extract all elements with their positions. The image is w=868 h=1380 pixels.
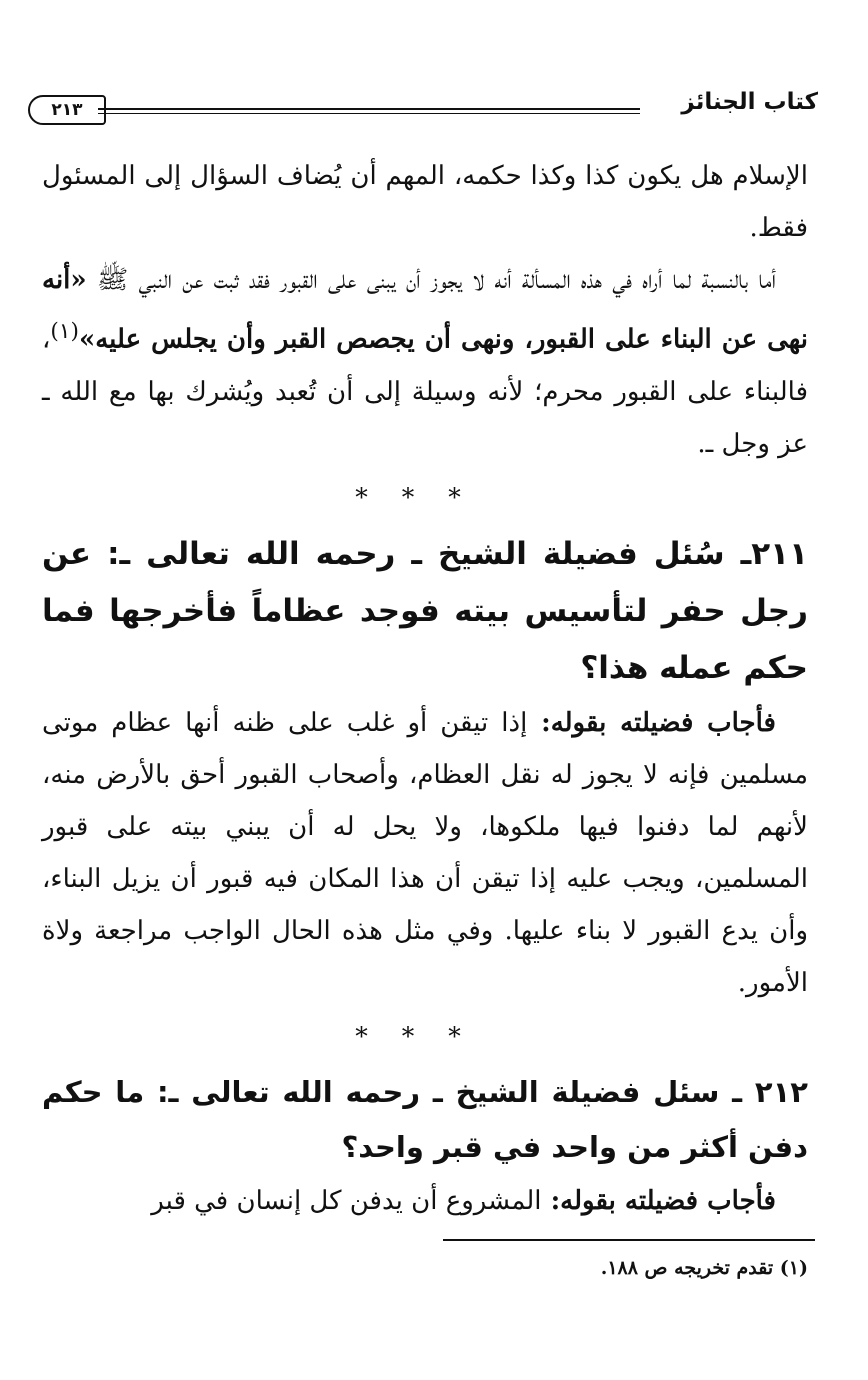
footnote-rule [443, 1239, 815, 1241]
paragraph-opinion [42, 254, 808, 470]
page-body [42, 150, 808, 1227]
opinion-text-end: ، فالبناء على القبور محرم؛ لأنه وسيلة إلى أن تُعبد ويُشرك بها مع الله ـ عز وجل ـ. [42, 324, 808, 459]
page-header [28, 88, 818, 128]
footnote: (١) تقدم تخريجه ص ١٨٨. [600, 1257, 808, 1279]
header-rule [98, 108, 640, 110]
header-rule-thin [98, 113, 640, 114]
footnote-reference: (١) [50, 319, 79, 344]
answer-text: إذا تيقن أو غلب على ظنه أنها عظام موتى مسلمين فإنه لا يجوز له نقل العظام، وأصحاب القبور أحق بالأرض منه، لأنهم لما دفنوا فيها ملكوها، ولا يحل له أن يبني بيته على قبور المسلمين، ويجب عليه إذا تيقن أن هذا المكان فيه قبور أن يزيل البناء، وأن يدع القبور لا بناء عليها. وفي مثل هذه الحال الواجب مراجعة ولاة الأمور. [42, 707, 809, 998]
section-separator: *** [355, 482, 495, 512]
answer-text: المشروع أن يدفن كل إنسان في قبر [151, 1185, 542, 1216]
section-separator: *** [355, 1021, 495, 1051]
answer-lead: فأجاب فضيلته بقوله: [541, 1185, 776, 1216]
answer-212 [42, 1175, 808, 1227]
answer-lead: فأجاب فضيلته بقوله: [527, 707, 776, 738]
opinion-text-start: أما بالنسبة لما أراه في هذه المسألة أنه لا يجوز أن يبنى على القبور فقد ثبت عن النبي ﷺ [86, 265, 776, 295]
hadith-quote: «أنه نهى عن البناء على القبور، ونهى أن يجصص القبر وأن يجلس عليه» [42, 265, 808, 355]
answer-211 [42, 697, 808, 1009]
paragraph-continuation: الإسلام هل يكون كذا وكذا حكمه، المهم أن يُضاف السؤال إلى المسئول فقط. [42, 161, 808, 243]
question-212: ٢١٢ ـ سئل فضيلة الشيخ ـ رحمه الله تعالى ـ: ما حكم دفن أكثر من واحد في قبر واحد؟ [42, 1074, 808, 1164]
chapter-title: كتاب الجنائز [681, 89, 818, 115]
question-211: ٢١١ـ سُئل فضيلة الشيخ ـ رحمه الله تعالى ـ: عن رجل حفر لتأسيس بيته فوجد عظاماً فأخرجها فما حكم عمله هذا؟ [42, 535, 808, 686]
page-number: ٢١٣ [28, 95, 106, 125]
